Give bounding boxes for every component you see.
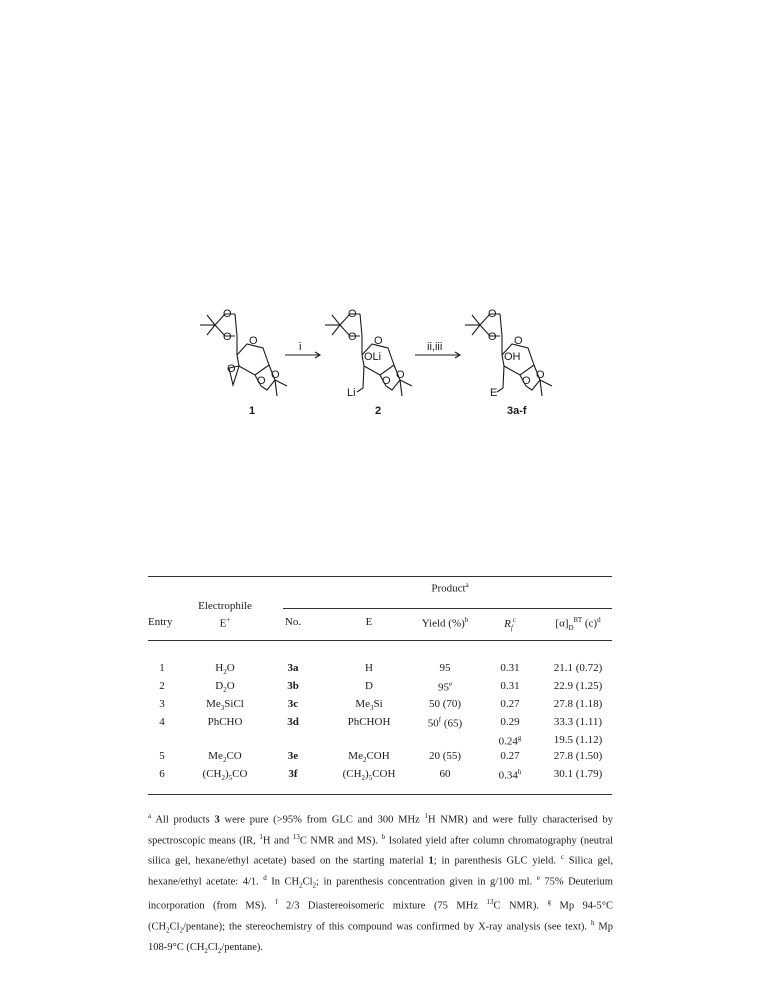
- row-3-yield: 50 (70): [428, 698, 462, 710]
- header-no: No.: [284, 616, 302, 628]
- row-5-no: 3e: [287, 750, 299, 762]
- arrow-ii-iii-label: ii,iii: [427, 341, 443, 353]
- header-rf: $R_f^c$: [504, 616, 516, 632]
- reaction-scheme: [185, 300, 565, 420]
- row-6-entry: 6: [159, 768, 165, 780]
- row-2-entry: 2: [159, 680, 165, 692]
- row-1-electrophile: $H_2O$: [215, 662, 235, 677]
- row-2-yield: 95e: [437, 680, 453, 694]
- row-1-alpha: 21.1 (0.72): [553, 662, 603, 674]
- row-5-yield: 20 (55): [428, 750, 462, 762]
- atom-o: O: [348, 308, 357, 320]
- row-4-alpha: 33.3 (1.11): [553, 716, 603, 728]
- arrow-i-label: i: [299, 341, 302, 353]
- row-1-e: H: [365, 662, 373, 674]
- row-6-e: $(CH_2)_5COH$: [342, 768, 396, 783]
- row-3-e: $Me_3Si$: [355, 698, 383, 713]
- compound-label-2: 2: [375, 405, 382, 417]
- row-3-rf: 0.27: [500, 698, 520, 710]
- row-5-electrophile: $Me_2CO$: [208, 750, 242, 765]
- header-e-plus: E+: [219, 616, 231, 630]
- product-subrule: [283, 608, 612, 609]
- product-header: Product$^a$: [431, 581, 469, 595]
- row-5-e: $Me_2COH$: [348, 750, 390, 765]
- atom-o: O: [271, 369, 280, 381]
- atom-o: O: [488, 308, 497, 320]
- atom-o: O: [227, 363, 236, 375]
- atom-e: E: [490, 387, 498, 399]
- row-6-alpha: 30.1 (1.79): [553, 768, 603, 780]
- row-4-rf-2: 0.24$^g$: [498, 734, 522, 748]
- row-2-no: 3b: [287, 680, 299, 692]
- row-4-rf: 0.29: [500, 716, 520, 728]
- row-4-entry: 4: [159, 716, 165, 728]
- atom-o: O: [514, 335, 523, 347]
- row-5-rf: 0.27: [500, 750, 520, 762]
- header-entry: Entry: [148, 616, 173, 628]
- atom-o: O: [348, 331, 357, 343]
- table-header-rule: [148, 640, 612, 641]
- table-footnotes: $^a$ All products 3 were pure (>95% from GLC and 300 MHz $^1$H NMR) and were fully characterised by spectroscopic means (IR, $^1$H and $^{13}$C NMR and MS). $^b$ Isolated yield after column chromatography (neutral silica gel, hexane/ethyl acetate) based on the starting material 1; in parenthesis GLC yield. $^c$ Silica gel, hexane/ethyl acetate: 4/1. $^d$ In $CH_2Cl_2$; in parenthesis concentration given in g/100 ml. $^e$ 75% Deuterium incorporation (from MS). $^f$ 2/3 Diastereoisomeric mixture (75 MHz $^{13}$C NMR). $^g$ Mp 94-5°C $(CH_2Cl_2/pentane)$; the stereochemistry of this compound was confirmed by X-ray analysis (see text). $^h$ Mp 108-9°C $(CH_2Cl_2/pentane)$.: [148, 812, 614, 956]
- row-2-alpha: 22.9 (1.25): [553, 680, 603, 692]
- row-4-alpha-2: 19.5 (1.12): [553, 734, 603, 746]
- row-4-yield: 50$^f$ (65): [427, 716, 463, 730]
- table-bottom-rule: [148, 794, 612, 795]
- atom-oli: OLi: [364, 351, 382, 363]
- row-3-entry: 3: [159, 698, 165, 710]
- compound-1-structure: [200, 314, 287, 396]
- header-yield: Yield (%)$^b$: [421, 616, 469, 630]
- atom-li: Li: [347, 387, 356, 399]
- table-top-rule: [148, 576, 612, 577]
- atom-oh: OH: [504, 351, 521, 363]
- row-6-no: 3f: [288, 768, 298, 780]
- row-2-electrophile: $D_2O$: [215, 680, 235, 695]
- header-alpha: $[\alpha]_D^{RT}$ $(c)^d$: [555, 616, 601, 632]
- atom-o: O: [382, 375, 391, 387]
- compound-label-1: 1: [249, 405, 256, 417]
- row-2-e: D: [365, 680, 373, 692]
- atom-o: O: [488, 331, 497, 343]
- atom-o: O: [522, 375, 531, 387]
- atom-o: O: [396, 369, 405, 381]
- row-2-rf: 0.31: [500, 680, 520, 692]
- row-4-electrophile: PhCHO: [207, 716, 243, 728]
- row-6-yield: 60: [439, 768, 451, 780]
- atom-o: O: [536, 369, 545, 381]
- row-6-rf: 0.34$^h$: [498, 768, 522, 782]
- header-e: E: [365, 616, 373, 628]
- row-3-electrophile: $Me_3SiCl$: [206, 698, 244, 713]
- row-6-electrophile: $(CH_2)_5CO$: [202, 768, 248, 783]
- row-1-rf: 0.31: [500, 662, 520, 674]
- atom-o: O: [257, 375, 266, 387]
- atom-o: O: [374, 335, 383, 347]
- compound-label-3: 3a-f: [507, 405, 527, 417]
- row-4-e: PhCHOH: [347, 716, 391, 728]
- row-1-yield: 95: [439, 662, 451, 674]
- row-5-alpha: 27.8 (1.50): [553, 750, 603, 762]
- row-1-entry: 1: [159, 662, 165, 674]
- atom-o: O: [223, 308, 232, 320]
- header-electrophile: Electrophile: [198, 600, 252, 612]
- row-4-no: 3d: [287, 716, 299, 728]
- row-1-no: 3a: [287, 662, 299, 674]
- atom-o: O: [223, 331, 232, 343]
- row-3-no: 3c: [287, 698, 299, 710]
- row-5-entry: 5: [159, 750, 165, 762]
- atom-o: O: [249, 335, 258, 347]
- row-3-alpha: 27.8 (1.18): [553, 698, 603, 710]
